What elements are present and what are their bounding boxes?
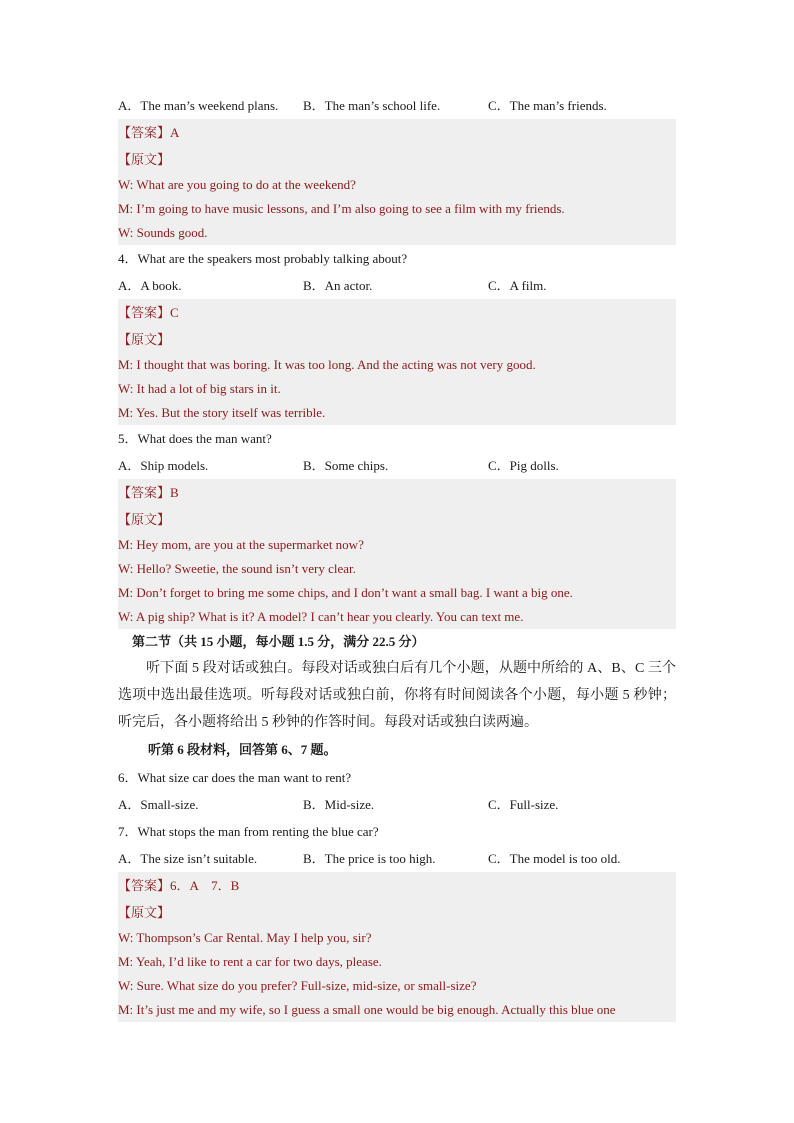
- option-c: C．The model is too old.: [488, 851, 621, 866]
- option-b: B．Some chips.: [303, 458, 389, 473]
- instructions-text: 听下面 5 段对话或独白。每段对话或独白后有几个小题，从题中所给的 A、B、C 三个选项中选出最佳选项。听每段对话或独白前，你将有时间阅读各个小题，每小题 5 秒钟；听完后，各小题将给出 5 秒钟的作答时间。每段对话或独白读两遍。: [118, 661, 676, 730]
- transcript-label: 【原文】: [118, 506, 676, 533]
- option-a: A．The size isn’t suitable.: [118, 851, 258, 866]
- option-a: A．A book.: [118, 278, 182, 293]
- transcript-line: M: Hey mom, are you at the supermarket now?: [118, 533, 676, 557]
- option-b: B．The man’s school life.: [303, 98, 441, 113]
- material-heading: 听第 6 段材料，回答第 6、7 题。: [148, 742, 337, 757]
- transcript-line: M: It’s just me and my wife, so I guess a small one would be big enough. Actually this blue one: [118, 998, 676, 1022]
- transcript-line: W: It had a lot of big stars in it.: [118, 377, 676, 401]
- q5-options: [118, 452, 676, 479]
- transcript-line: W: Hello? Sweetie, the sound isn’t very clear.: [118, 557, 676, 581]
- option-c: C．Full-size.: [488, 797, 559, 812]
- transcript-line: W: Sounds good.: [118, 221, 676, 245]
- answer-row: [118, 479, 676, 506]
- q6-options: [118, 791, 676, 818]
- transcript-label: 【原文】: [118, 899, 676, 926]
- answer-value: C: [170, 305, 179, 320]
- transcript-line: M: Yeah, I’d like to rent a car for two days, please.: [118, 950, 676, 974]
- answer-row: [118, 119, 676, 146]
- option-c: C．A film.: [488, 278, 547, 293]
- q4-options: [118, 272, 676, 299]
- question-6: 6．What size car does the man want to rent?: [118, 770, 352, 785]
- answer-label: 【答案】: [118, 125, 171, 140]
- option-a: A．Ship models.: [118, 458, 209, 473]
- transcript-line: W: Thompson’s Car Rental. May I help you, sir?: [118, 926, 676, 950]
- document-page: [118, 92, 676, 1022]
- question-5: 5．What does the man want?: [118, 431, 272, 446]
- option-b: B．Mid-size.: [303, 797, 375, 812]
- transcript-label: 【原文】: [118, 326, 676, 353]
- transcript-line: W: A pig ship? What is it? A model? I can’t hear you clearly. You can text me.: [118, 605, 676, 629]
- transcript-line: W: What are you going to do at the weekend?: [118, 173, 676, 197]
- answer-value: 6．A 7．B: [170, 878, 240, 893]
- option-c: C．Pig dolls.: [488, 458, 559, 473]
- answer-label: 【答案】: [118, 878, 171, 893]
- option-a: A．Small-size.: [118, 797, 199, 812]
- section-instructions: [118, 655, 676, 736]
- section-heading: 第二节（共 15 小题，每小题 1.5 分，满分 22.5 分）: [132, 634, 425, 649]
- answer-value: B: [170, 485, 179, 500]
- answer-row: [118, 872, 676, 899]
- transcript-label: 【原文】: [118, 146, 676, 173]
- answer-row: [118, 299, 676, 326]
- transcript-line: M: I’m going to have music lessons, and I’m also going to see a film with my friends.: [118, 197, 676, 221]
- answer-label: 【答案】: [118, 305, 171, 320]
- question-7: 7．What stops the man from renting the blue car?: [118, 824, 379, 839]
- q3-options: [118, 92, 676, 119]
- option-b: B．An actor.: [303, 278, 373, 293]
- option-a: A．The man’s weekend plans.: [118, 98, 279, 113]
- option-c: C．The man’s friends.: [488, 98, 607, 113]
- transcript-line: M: I thought that was boring. It was too long. And the acting was not very good.: [118, 353, 676, 377]
- transcript-line: M: Don’t forget to bring me some chips, and I don’t want a small bag. I want a big one.: [118, 581, 676, 605]
- transcript-line: W: Sure. What size do you prefer? Full-size, mid-size, or small-size?: [118, 974, 676, 998]
- answer-label: 【答案】: [118, 485, 171, 500]
- option-b: B．The price is too high.: [303, 851, 436, 866]
- q7-options: [118, 845, 676, 872]
- question-4: 4．What are the speakers most probably talking about?: [118, 251, 408, 266]
- transcript-line: M: Yes. But the story itself was terrible.: [118, 401, 676, 425]
- answer-value: A: [170, 125, 180, 140]
